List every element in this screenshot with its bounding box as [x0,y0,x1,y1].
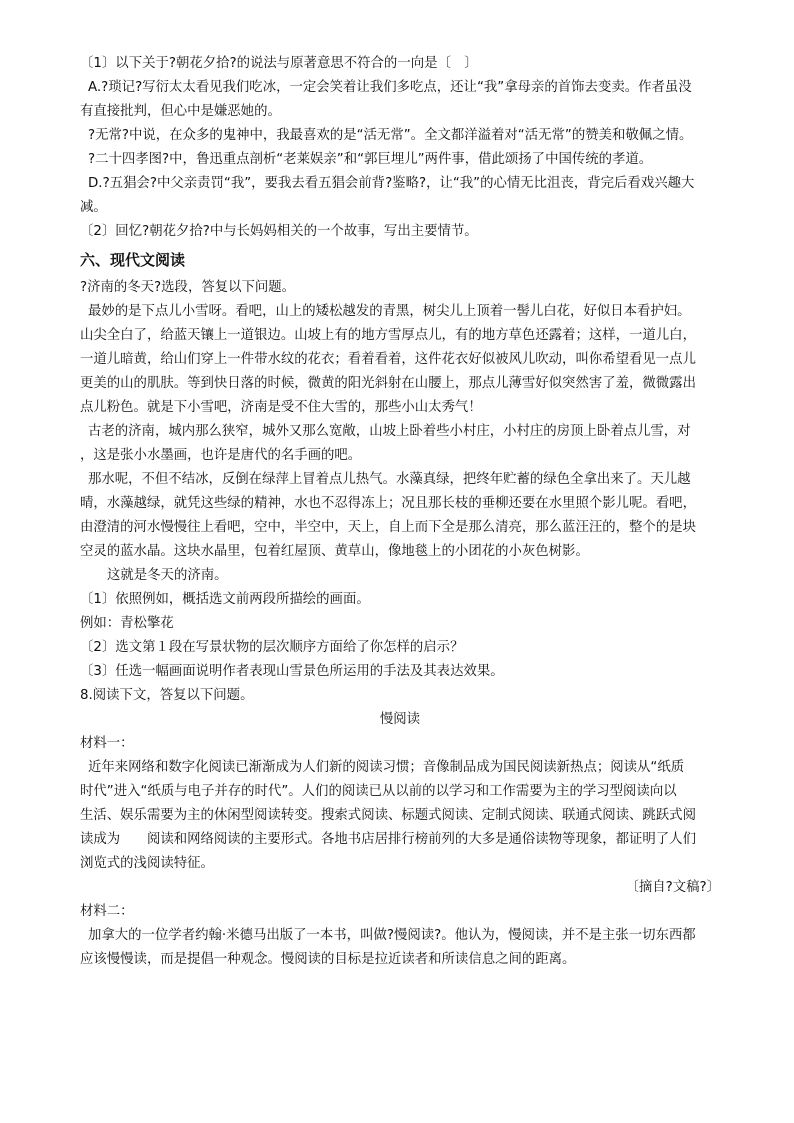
paragraph-2-line-2: ，这是张小水墨画，也许是唐代的名手画的吧。 [80,448,362,463]
paragraph-3-line-3: 由澄清的河水慢慢往上看吧，空中，半空中，天上，自上而下全是那么清亮，那么蓝汪汪的，整个的是块 [80,520,696,535]
material-2-label: 材料二： [80,904,134,919]
paragraph-3-line-2: 晴，水藻越绿，就凭这些绿的精神，水也不忍得冻上；况且那长枝的垂柳还要在水里照个影儿呢。看吧， [80,496,696,511]
passage-intro: ?济南的冬天?选段，答复以下问题。 [80,280,296,295]
material-1-label: 材料一： [80,736,134,751]
paragraph-4: 这就是冬天的济南。 [107,568,228,583]
material-1-line-4: 读成为 阅读和网络阅读的主要形式。各地书店居排行榜前列的大多是通俗读物等现象，都证明了人们 [80,832,696,847]
section-six-heading: 六、现代文阅读 [80,251,186,269]
section-five-questions [80,52,720,244]
six-question-2: 〔2〕选文第１段在写景状物的层次顺序方面给了你怎样的启示？ [80,640,464,655]
section-six-passage [80,276,720,684]
option-a-line-2: 有直接批判，但心中是嫌恶她的。 [80,104,281,119]
question-eight [80,684,720,972]
paragraph-1-line-2: 山尖全白了，给蓝天镶上一道银边。山坡上有的地方雪厚点儿，有的地方草色还露着；这样，一道儿白， [80,328,696,343]
paragraph-3-line-1: 那水呢，不但不结冰，反倒在绿萍上冒着点儿热气。水藻真绿，把终年贮蓄的绿色全拿出来了。天儿越 [88,472,691,487]
paragraph-3-line-4: 空灵的蓝水晶。这块水晶里，包着红屋顶、黄草山，像地毯上的小团花的小灰色树影。 [80,544,589,559]
material-2-line-1: 加拿大的一位学者约翰·米德马出版了一本书，叫做?慢阅读?。他认为，慢阅读，并不是主张一切东西都 [88,928,696,943]
paragraph-1-line-4: 更美的山的肌肤。等到快日落的时候，微黄的阳光斜射在山腰上，那点儿薄雪好似突然害了羞，微微露出 [80,376,696,391]
six-question-3: 〔3〕任选一幅画面说明作者表现山雪景色所运用的手法及其表达效果。 [80,664,504,679]
question-8-prompt: 8.阅读下文，答复以下问题。 [80,688,254,703]
six-example: 例如：青松擎花 [80,616,174,631]
paragraph-1-line-5: 点儿粉色。就是下小雪吧，济南是受不住大雪的，那些小山太秀气！ [80,400,482,415]
material-1-line-3: 生活、娱乐需要为主的休闲型阅读转变。搜索式阅读、标题式阅读、定制式阅读、联通式阅读、跳跃式阅 [80,808,696,823]
material-1-line-1: 近年来网络和数字化阅读已渐渐成为人们新的阅读习惯；音像制品成为国民阅读新热点；阅读从“纸质 [88,760,685,775]
option-c: ?二十四孝图?中，鲁迅重点剖析“老莱娱亲”和“郭巨埋儿”两件事，借此颂扬了中国传统的孝道。 [88,152,653,167]
paragraph-2-line-1: 古老的济南，城内那么狭窄，城外又那么宽敞，山坡上卧着些小村庄，小村庄的房顶上卧着点儿雪，对 [88,424,691,439]
option-b: ?无常?中说，在众多的鬼神中，我最喜欢的是“活无常”。全文都洋溢着对“活无常”的赞美和敬佩之情。 [88,128,693,143]
paragraph-1-line-3: 一道儿暗黄，给山们穿上一件带水纹的花衣；看着看着，这件花衣好似被风儿吹动，叫你希望看见一点儿 [80,352,696,367]
material-1-line-5: 浏览式的浅阅读特征。 [80,856,214,871]
article-title: 慢阅读 [379,712,421,727]
question-2: 〔2〕回忆?朝花夕拾?中与长妈妈相关的一个故事，写出主要情节。 [80,224,478,239]
material-1-source: 〔摘自?文稿?〕 [625,880,720,895]
material-2-line-2: 应该慢慢读，而是提倡一种观念。慢阅读的目标是拉近读者和所读信息之间的距离。 [80,952,576,967]
option-d-line-1: D.?五猖会?中父亲责罚“我”，要我去看五猖会前背?鉴略?，让“我”的心情无比沮丧，背完后看戏兴趣大 [88,176,695,191]
paragraph-1-line-1: 最妙的是下点儿小雪呀。看吧，山上的矮松越发的青黑，树尖儿上顶着一髻儿白花，好似日本看护妇。 [88,304,691,319]
question-1: 〔1〕以下关于?朝花夕拾?的说法与原著意思不符合的一向是〔 〕 [80,56,478,71]
material-1-line-2: 时代”进入“纸质与电子并存的时代”。人们的阅读已从以前的以学习和工作需要为主的学习型阅读向以 [80,784,677,799]
document-page [80,52,720,972]
option-d-line-2: 减。 [80,200,107,215]
option-a-line-1: A.?琐记?写衍太太看见我们吃冰，一定会笑着让我们多吃点，还让“我”拿母亲的首饰去变卖。作者虽没 [88,80,692,95]
six-question-1: 〔1〕依照例如，概括选文前两段所描绘的画面。 [80,592,370,607]
